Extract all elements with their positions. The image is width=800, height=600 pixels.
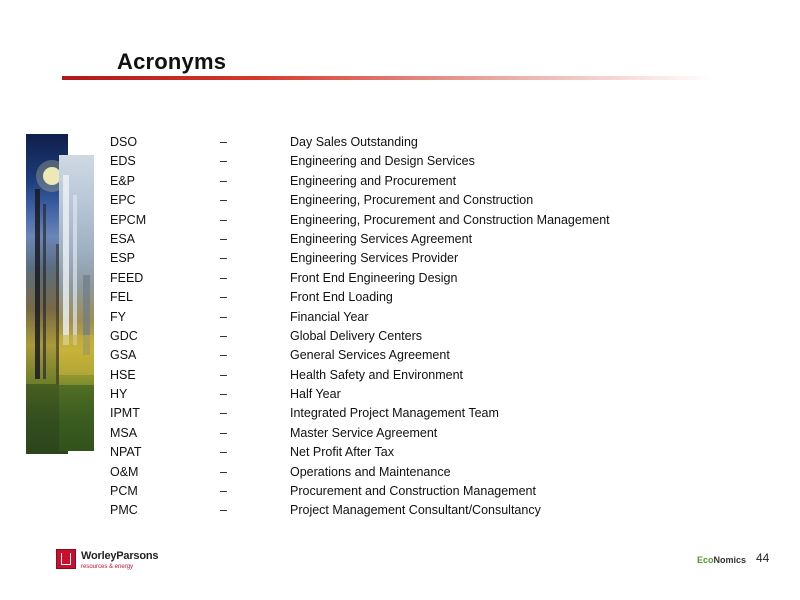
logo-name: WorleyParsons <box>81 550 159 562</box>
acronym: EPC <box>110 193 136 208</box>
acronym: IPMT <box>110 406 140 421</box>
acronym: FEED <box>110 270 144 285</box>
acronym: PCM <box>110 484 138 499</box>
logo-nomics-text: Nomics <box>713 555 747 565</box>
separator: – <box>220 251 227 266</box>
definition: Engineering and Design Services <box>290 154 475 169</box>
definition: General Services Agreement <box>290 348 450 363</box>
separator: – <box>220 173 227 188</box>
definition: Financial Year <box>290 309 369 324</box>
separator: – <box>220 154 227 169</box>
acronym: O&M <box>110 464 139 479</box>
acronym: ESP <box>110 251 136 266</box>
separator: – <box>220 309 227 324</box>
definition: Operations and Maintenance <box>290 464 451 479</box>
separator: – <box>220 231 227 246</box>
definition: Health Safety and Environment <box>290 367 464 382</box>
separator: – <box>220 193 227 208</box>
separator: – <box>220 348 227 363</box>
acronym: HY <box>110 387 128 402</box>
worleyparsons-mark-icon <box>56 549 76 569</box>
definition: Procurement and Construction Management <box>290 484 536 499</box>
acronym: HSE <box>110 367 136 382</box>
logo-tagline: resources & energy <box>81 564 134 570</box>
definition: Front End Engineering Design <box>290 270 458 285</box>
acronym: EDS <box>110 154 136 169</box>
separator: – <box>220 212 227 227</box>
slide-title: Acronyms <box>117 49 227 74</box>
definition: Engineering and Procurement <box>290 173 457 188</box>
industrial-photo-right <box>59 155 94 451</box>
separator: – <box>220 328 227 343</box>
separator: – <box>220 367 227 382</box>
title-underline <box>62 76 712 80</box>
separator: – <box>220 503 227 518</box>
separator: – <box>220 425 227 440</box>
separator: – <box>220 406 227 421</box>
economics-logo <box>697 555 746 565</box>
definition: Project Management Consultant/Consultancy <box>290 503 541 518</box>
separator: – <box>220 290 227 305</box>
acronym: MSA <box>110 425 138 440</box>
logo-eco-text: Eco <box>697 555 714 565</box>
acronym: GDC <box>110 328 138 343</box>
definition: Engineering, Procurement and Construction Management <box>290 212 610 227</box>
separator: – <box>220 464 227 479</box>
acronym: EPCM <box>110 212 147 227</box>
definition: Global Delivery Centers <box>290 328 422 343</box>
definition: Engineering Services Agreement <box>290 231 473 246</box>
acronym: FEL <box>110 290 133 305</box>
separator: – <box>220 484 227 499</box>
acronym: DSO <box>110 135 138 149</box>
acronym: E&P <box>110 173 136 188</box>
definition: Net Profit After Tax <box>290 445 394 460</box>
separator: – <box>220 135 227 149</box>
page-number: 44 <box>756 551 770 565</box>
separator: – <box>220 445 227 460</box>
acronym: GSA <box>110 348 137 363</box>
definition: Front End Loading <box>290 290 393 305</box>
acronym: PMC <box>110 503 138 518</box>
definition: Integrated Project Management Team <box>290 406 499 421</box>
acronym: FY <box>110 309 126 324</box>
plant-structure-icon <box>59 155 94 451</box>
definition: Half Year <box>290 387 341 402</box>
definition: Engineering, Procurement and Construction <box>290 193 534 208</box>
acronym: ESA <box>110 231 136 246</box>
definition: Master Service Agreement <box>290 425 438 440</box>
separator: – <box>220 270 227 285</box>
acronym: NPAT <box>110 445 142 460</box>
definition: Engineering Services Provider <box>290 251 459 266</box>
definition: Day Sales Outstanding <box>290 135 418 149</box>
separator: – <box>220 387 227 402</box>
